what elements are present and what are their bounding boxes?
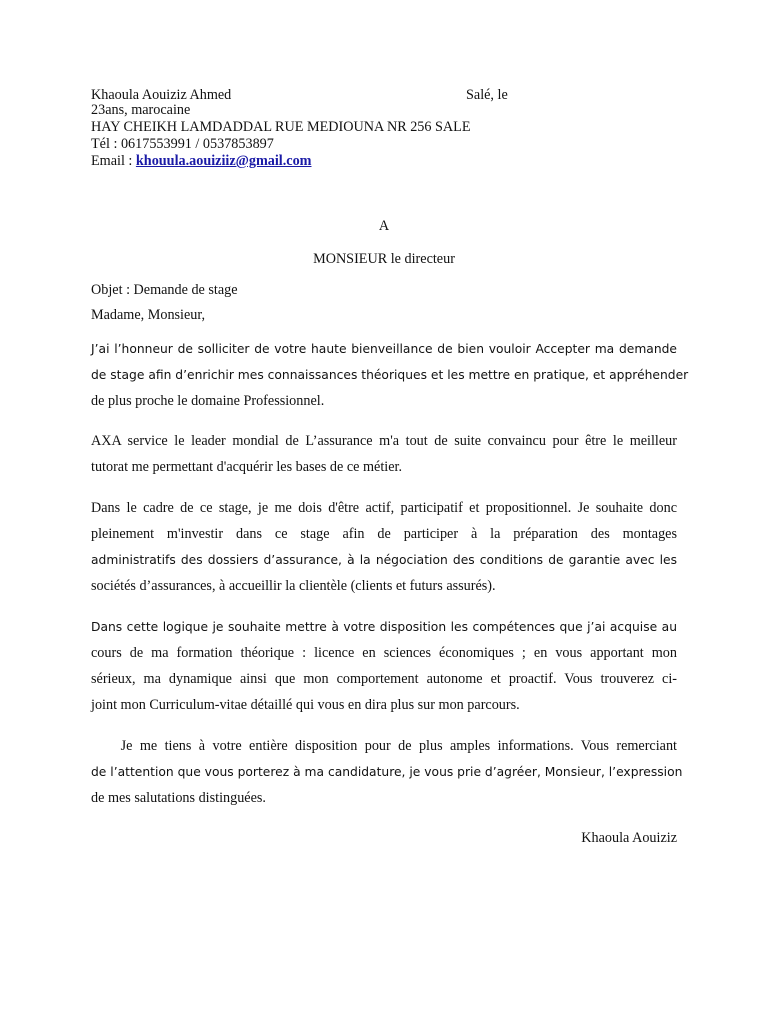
paragraph-line: de stage afin d’enrichir mes connaissances théoriques et les mettre en pratique, et appréhender xyxy=(91,368,689,382)
email-label: Email : xyxy=(91,153,136,169)
sender-age-nationality: 23ans, marocaine xyxy=(91,102,191,118)
paragraph-5 xyxy=(91,733,683,811)
email-link[interactable]: khouula.aouiziiz@gmail.com xyxy=(135,153,312,169)
recipient-line-2: MONSIEUR le directeur xyxy=(313,251,455,267)
sender-email-line xyxy=(91,152,312,170)
recipient-line-1: A xyxy=(378,218,390,234)
paragraph-3 xyxy=(91,495,677,599)
sender-name: Khaoula Aouiziz Ahmed xyxy=(91,87,232,103)
paragraph-line: AXA service le leader mondial de L’assurance m'a tout de suite convaincu pour être le meilleur xyxy=(91,433,677,449)
paragraph-line: Dans cette logique je souhaite mettre à votre disposition les compétences que j’ai acquise au xyxy=(91,620,677,634)
sender-phone: Tél : 0617553991 / 0537853897 xyxy=(91,136,274,152)
paragraph-line: administratifs des dossiers d’assurance, à la négociation des conditions de garantie avec les xyxy=(91,553,677,567)
paragraph-line: cours de ma formation théorique : licence en sciences économiques ; en vous apportant mon xyxy=(91,645,677,661)
sender-address: HAY CHEIKH LAMDADDAL RUE MEDIOUNA NR 256 SALE xyxy=(91,119,471,135)
paragraph-line: sociétés d’assurances, à accueillir la clientèle (clients et futurs assurés). xyxy=(91,578,496,594)
paragraph-line: de mes salutations distinguées. xyxy=(91,790,266,806)
paragraph-line: joint mon Curriculum-vitae détaillé qui vous en dira plus sur mon parcours. xyxy=(91,697,520,713)
place-date: Salé, le xyxy=(466,87,508,103)
paragraph-line: pleinement m'investir dans ce stage afin de participer à la préparation des montages xyxy=(91,526,677,542)
paragraph-line: de plus proche le domaine Professionnel. xyxy=(91,393,325,409)
signature: Khaoula Aouiziz xyxy=(581,830,677,846)
paragraph-line: sérieux, ma dynamique ainsi que mon comportement autonome et proactif. Vous trouverez ci- xyxy=(91,671,677,687)
paragraph-line: J’ai l’honneur de solliciter de votre haute bienveillance de bien vouloir Accepter ma demande xyxy=(91,342,677,356)
paragraph-4 xyxy=(91,614,677,718)
paragraph-1 xyxy=(91,336,689,414)
paragraph-line: tutorat me permettant d'acquérir les bases de ce métier. xyxy=(91,459,403,475)
paragraph-2 xyxy=(91,428,677,480)
salutation: Madame, Monsieur, xyxy=(91,307,206,323)
paragraph-line: Je me tiens à votre entière disposition pour de plus amples informations. Vous remerciant xyxy=(91,738,677,754)
paragraph-line: Dans le cadre de ce stage, je me dois d'être actif, participatif et propositionnel. Je souhaite donc xyxy=(91,500,677,516)
letter-object: Objet : Demande de stage xyxy=(91,282,238,298)
paragraph-line: de l’attention que vous porterez à ma candidature, je vous prie d’agréer, Monsieur, l’expression xyxy=(91,765,683,779)
